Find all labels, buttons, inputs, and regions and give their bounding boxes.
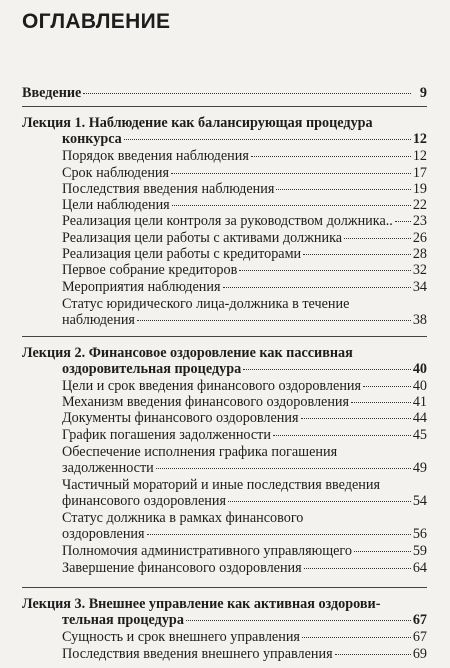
toc-entry-label-line1[interactable]: Статус юридического лица-должника в течение <box>62 296 350 312</box>
toc-page-number: 12 <box>412 148 427 164</box>
toc-page-number: 56 <box>412 526 427 542</box>
toc-page-number: 69 <box>412 646 427 662</box>
toc-entry-label: Первое собрание кредиторов <box>62 262 238 278</box>
toc-entry-label: наблюдения <box>62 312 135 328</box>
toc-entry-label: Полномочия административного управляющего <box>62 543 352 559</box>
toc-entry-label: Реализация цели контроля за руководством должника.. <box>62 213 393 229</box>
toc-entry[interactable] <box>62 526 427 542</box>
leader-dots <box>302 637 411 638</box>
toc-entry-label: Механизм введения финансового оздоровления <box>62 394 350 410</box>
toc-entry-intro[interactable] <box>22 85 427 101</box>
toc-entry[interactable] <box>62 560 427 576</box>
leader-dots <box>223 287 411 288</box>
toc-page-number: 34 <box>412 279 427 295</box>
toc-page-number: 40 <box>412 378 427 394</box>
toc-page-number: 44 <box>412 410 427 426</box>
toc-page-number: 41 <box>412 394 427 410</box>
toc-entry-lecture-1[interactable] <box>62 131 427 147</box>
lecture-title-cont: оздоровительная процедура <box>62 361 242 377</box>
toc-page-number: 9 <box>419 85 427 101</box>
toc-entry-label: Срок наблюдения <box>62 165 170 181</box>
toc-entry-label-line1[interactable]: Статус должника в рамках финансового <box>62 510 304 526</box>
leader-dots <box>354 551 411 552</box>
leader-dots <box>351 402 411 403</box>
toc-page-number: 23 <box>412 213 427 229</box>
toc-page-number: 40 <box>412 361 427 377</box>
leader-dots <box>304 568 411 569</box>
toc-page-number: 59 <box>412 543 427 559</box>
toc-entry-label: Мероприятия наблюдения <box>62 279 221 295</box>
toc-entry-label: финансового оздоровления <box>62 493 227 509</box>
leader-dots <box>395 221 411 222</box>
toc-entry-label: Последствия введения внешнего управления <box>62 646 333 662</box>
toc-entry[interactable] <box>62 543 427 559</box>
leader-dots <box>363 386 411 387</box>
toc-entry-label: Цели и срок введения финансового оздоровления <box>62 378 362 394</box>
divider <box>22 587 427 588</box>
toc-page-number: 49 <box>412 460 427 476</box>
toc-entry[interactable] <box>62 181 427 197</box>
toc-entry[interactable] <box>62 646 427 662</box>
toc-page-number: 67 <box>412 612 427 628</box>
toc-entry[interactable] <box>62 197 427 213</box>
lecture-2-title[interactable]: Лекция 2. Финансовое оздоровление как пассивная <box>22 345 353 361</box>
leader-dots <box>83 93 411 94</box>
leader-dots <box>303 254 411 255</box>
leader-dots <box>239 270 411 271</box>
toc-entry-label-line1[interactable]: Обеспечение исполнения графика погашения <box>62 444 338 460</box>
toc-entry-label: задолженности <box>62 460 154 476</box>
divider <box>22 336 427 337</box>
toc-entry[interactable] <box>62 230 427 246</box>
page-title: ОГЛАВЛЕНИЕ <box>22 10 171 33</box>
toc-entry-label: Последствия введения наблюдения <box>62 181 275 197</box>
lecture-1-title[interactable]: Лекция 1. Наблюдение как балансирующая процедура <box>22 115 373 131</box>
toc-entry-label: График погашения задолженности <box>62 427 271 443</box>
leader-dots <box>172 205 411 206</box>
leader-dots <box>335 654 411 655</box>
toc-page-number: 28 <box>412 246 427 262</box>
toc-entry[interactable] <box>62 279 427 295</box>
toc-entry[interactable] <box>62 629 427 645</box>
toc-entry-lecture-2[interactable] <box>62 361 427 377</box>
leader-dots <box>137 320 411 321</box>
toc-entry-label: Реализация цели работы с активами должника <box>62 230 343 246</box>
toc-entry-label-line1[interactable]: Частичный мораторий и иные последствия введения <box>62 477 380 493</box>
leader-dots <box>243 369 411 370</box>
leader-dots <box>228 501 411 502</box>
toc-page-number: 38 <box>412 312 427 328</box>
toc-entry[interactable] <box>62 378 427 394</box>
toc-entry-label: Сущность и срок внешнего управления <box>62 629 300 645</box>
toc-page-number: 22 <box>412 197 427 213</box>
toc-entry[interactable] <box>62 394 427 410</box>
toc-entry[interactable] <box>62 262 427 278</box>
leader-dots <box>186 620 411 621</box>
toc-page-number: 54 <box>412 493 427 509</box>
toc-entry[interactable] <box>62 460 427 476</box>
toc-entry-lecture-3[interactable] <box>62 612 427 628</box>
leader-dots <box>251 156 411 157</box>
toc-page-number: 19 <box>412 181 427 197</box>
toc-entry-label: оздоровления <box>62 526 145 542</box>
toc-entry[interactable] <box>62 410 427 426</box>
toc-page-number: 45 <box>412 427 427 443</box>
toc-entry-label: Порядок введения наблюдения <box>62 148 249 164</box>
leader-dots <box>124 139 411 140</box>
toc-page-number: 32 <box>412 262 427 278</box>
toc-entry[interactable] <box>62 493 427 509</box>
toc-entry-label: Цели наблюдения <box>62 197 170 213</box>
toc-page-number: 26 <box>412 230 427 246</box>
toc-entry-label: Реализация цели работы с кредиторами <box>62 246 302 262</box>
toc-entry[interactable] <box>62 246 427 262</box>
toc-entry-label: Введение <box>22 85 82 101</box>
leader-dots <box>156 468 411 469</box>
leader-dots <box>301 418 411 419</box>
toc-entry[interactable] <box>62 213 427 229</box>
toc-page-number: 64 <box>412 560 427 576</box>
lecture-3-title[interactable]: Лекция 3. Внешнее управление как активная оздорови- <box>22 596 381 612</box>
toc-page-number: 17 <box>412 165 427 181</box>
toc-entry[interactable] <box>62 312 427 328</box>
leader-dots <box>273 435 411 436</box>
leader-dots <box>147 534 411 535</box>
lecture-title-cont: тельная процедура <box>62 612 184 628</box>
toc-entry[interactable] <box>62 165 427 181</box>
toc-entry[interactable] <box>62 427 427 443</box>
toc-entry-label: Завершение финансового оздоровления <box>62 560 302 576</box>
toc-page-number: 67 <box>412 629 427 645</box>
toc-page-number: 12 <box>412 131 427 147</box>
lecture-title-cont: конкурса <box>62 131 122 147</box>
leader-dots <box>344 238 411 239</box>
toc-entry[interactable] <box>62 148 427 164</box>
divider <box>22 106 427 107</box>
leader-dots <box>276 189 410 190</box>
leader-dots <box>171 173 411 174</box>
toc-entry-label: Документы финансового оздоровления <box>62 410 299 426</box>
